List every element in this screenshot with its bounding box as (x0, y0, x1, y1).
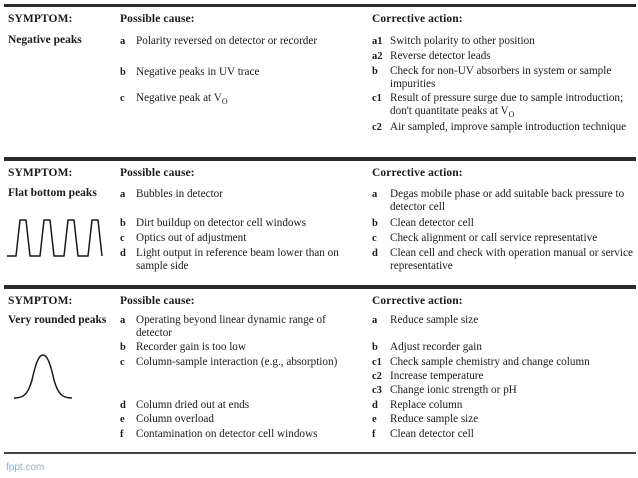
symptom-name: Very rounded peaks (8, 314, 107, 326)
action-header: Corrective action: (372, 13, 463, 25)
action-item: e Reduce sample size (372, 413, 479, 425)
cause-item: a Operating beyond linear dynamic range of detector (120, 314, 326, 339)
cause-item: b Recorder gain is too low (120, 341, 246, 353)
action-item: c3 Change ionic strength or pH (372, 384, 517, 396)
action-item: c2 Increase temperature (372, 370, 484, 382)
action-item: c1 Check sample chemistry and change column (372, 356, 590, 368)
cause-item: d Column dried out at ends (120, 399, 250, 411)
section-divider-2 (4, 285, 636, 289)
cause-item: b Dirt buildup on detector cell windows (120, 217, 306, 229)
action-item: a1 Switch polarity to other position (372, 35, 535, 47)
action-header: Corrective action: (372, 167, 463, 179)
action-item: c1 Result of pressure surge due to sample introduction; don't quantitate peaks at $V_O$ (372, 92, 624, 120)
top-rule (4, 4, 636, 7)
cause-item: a Polarity reversed on detector or recorder (120, 35, 318, 47)
action-item: a Reduce sample size (372, 314, 479, 326)
cause-item: a Bubbles in detector (120, 188, 223, 200)
action-header: Corrective action: (372, 295, 463, 307)
cause-item: c Negative peak at $V_O$ (120, 92, 228, 107)
cause-header: Possible cause: (120, 295, 195, 307)
action-item: b Check for non-UV absorbers in system or sample impurities (372, 65, 612, 90)
action-item: c Check alignment or call service representative (372, 232, 598, 244)
symptom-name: Negative peaks (8, 34, 82, 46)
cause-header: Possible cause: (120, 13, 195, 25)
bottom-rule (4, 452, 636, 454)
action-item: c2 Air sampled, improve sample introduction technique (372, 121, 627, 133)
cause-item: c Optics out of adjustment (120, 232, 247, 244)
action-item: b Adjust recorder gain (372, 341, 482, 353)
action-item: a2 Reverse detector leads (372, 50, 491, 62)
symptom-name: Flat bottom peaks (8, 187, 97, 199)
footer-watermark: fppt.com (6, 462, 45, 473)
cause-item: e Column overload (120, 413, 214, 425)
cause-item: b Negative peaks in UV trace (120, 66, 260, 78)
cause-item: d Light output in reference beam lower than on sample side (120, 247, 339, 272)
action-item: d Replace column (372, 399, 463, 411)
section-divider-1 (4, 157, 636, 161)
cause-item: c Column-sample interaction (e.g., absorption) (120, 356, 338, 368)
symptom-header: SYMPTOM: (8, 167, 73, 179)
rounded-peak-icon (12, 350, 74, 402)
action-item: d Clean cell and check with operation manual or service representative (372, 247, 633, 272)
action-item: f Clean detector cell (372, 428, 474, 440)
action-item: a Degas mobile phase or add suitable back pressure to detector cell (372, 188, 625, 213)
flat-bottom-peaks-icon (6, 214, 106, 260)
cause-header: Possible cause: (120, 167, 195, 179)
symptom-header: SYMPTOM: (8, 295, 73, 307)
symptom-header: SYMPTOM: (8, 13, 73, 25)
action-item: b Clean detector cell (372, 217, 474, 229)
cause-item: f Contamination on detector cell windows (120, 428, 318, 440)
